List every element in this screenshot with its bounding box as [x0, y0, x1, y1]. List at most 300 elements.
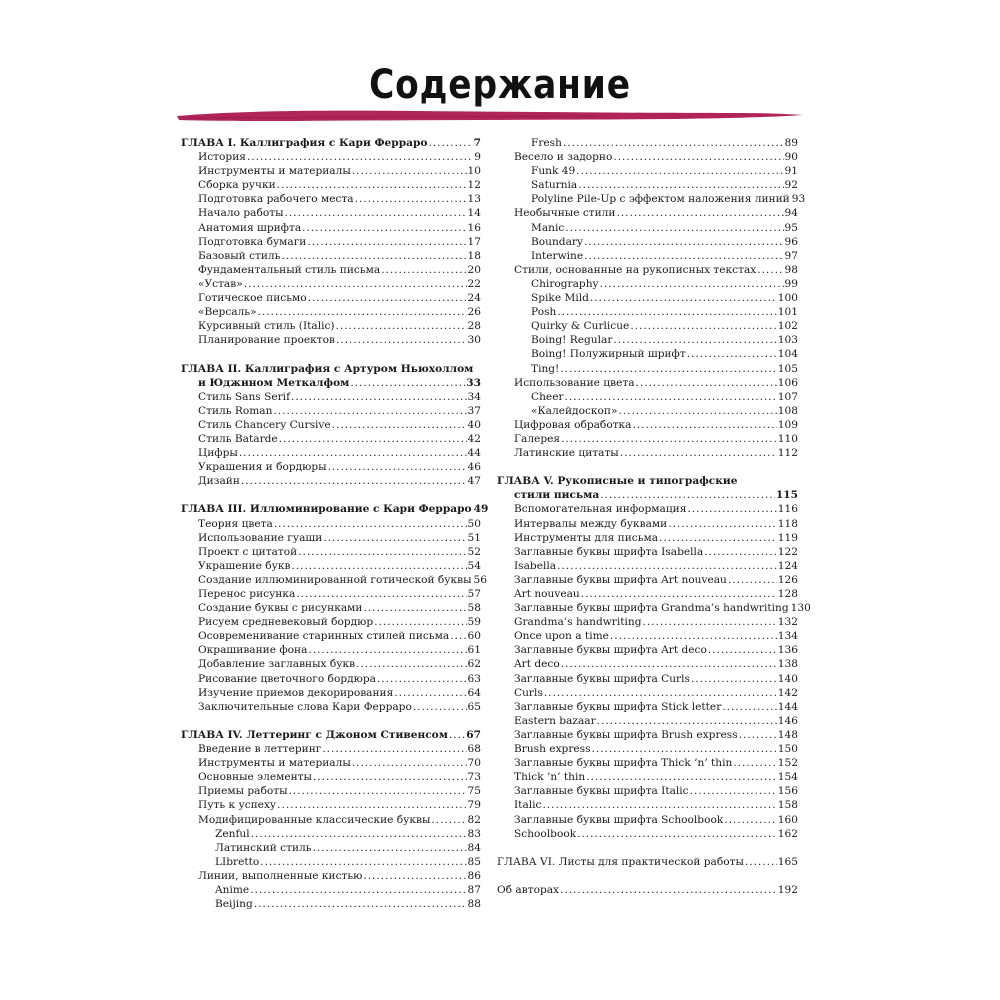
toc-entry	[181, 404, 481, 418]
toc-dot-leader	[563, 136, 784, 150]
toc-entry-label: Весело и задорно	[514, 151, 613, 164]
toc-entry	[181, 770, 481, 784]
toc-entry-label: Стили, основанные на рукописных текстах	[514, 263, 757, 276]
toc-page-number: 160	[777, 813, 798, 826]
toc-entry-label: Заглавные буквы шрифта Stick letter	[514, 700, 722, 713]
toc-entry-label: Цифры	[198, 447, 238, 460]
toc-entry-label: Anime	[215, 883, 250, 896]
toc-entry	[181, 686, 481, 700]
toc-dot-leader	[636, 376, 777, 390]
toc-entry-label: Заглавные буквы шрифта Art nouveau	[514, 573, 727, 586]
toc-dot-leader	[577, 827, 777, 841]
toc-dot-leader	[313, 770, 467, 784]
toc-entry	[181, 263, 481, 277]
toc-dot-leader	[557, 305, 776, 319]
toc-entry-label: Интервалы между буквами	[514, 517, 668, 530]
toc-page-number: 49	[473, 503, 489, 516]
toc-page-number: 118	[777, 517, 798, 530]
toc-page-number: 110	[777, 432, 798, 445]
toc-entry	[181, 587, 481, 601]
page-title: Содержание	[369, 62, 631, 108]
toc-page-number: 82	[467, 813, 481, 826]
toc-entry-label: Стиль Roman	[198, 404, 273, 417]
toc-page-number: 98	[784, 263, 798, 276]
toc-entry	[497, 333, 798, 347]
toc-entry	[497, 531, 798, 545]
toc-entry	[181, 376, 481, 390]
toc-page-number: 101	[777, 306, 798, 319]
toc-page-number: 142	[777, 686, 798, 699]
toc-entry	[497, 714, 798, 728]
toc-entry	[497, 432, 798, 446]
toc-entry	[181, 164, 481, 178]
toc-page-number: 102	[777, 320, 798, 333]
toc-dot-leader	[576, 164, 783, 178]
toc-page-number: 57	[467, 588, 481, 600]
toc-dot-leader	[308, 291, 467, 305]
toc-entry	[497, 192, 806, 206]
toc-entry	[181, 150, 481, 164]
toc-entry	[181, 531, 481, 545]
toc-entry-label: Grandma’s handwriting	[514, 616, 642, 629]
toc-entry-label: Polyline Pile-Up с эффектом наложения линий	[531, 193, 790, 206]
toc-entry	[497, 164, 798, 178]
toc-dot-leader	[291, 390, 467, 404]
toc-entry-label: Заключительные слова Кари Ферраро	[198, 700, 412, 713]
toc-dot-leader	[610, 629, 777, 643]
toc-entry-label: Zenful	[215, 827, 250, 840]
toc-dot-leader	[355, 192, 467, 206]
toc-entry	[181, 517, 481, 531]
toc-dot-leader	[449, 728, 465, 742]
toc-entry-label: Латинские цитаты	[514, 447, 619, 460]
toc-dot-leader	[561, 432, 777, 446]
toc-entry	[497, 291, 798, 305]
toc-entry	[497, 629, 798, 643]
toc-entry-label: Планирование проектов	[198, 334, 335, 347]
toc-dot-leader	[381, 263, 466, 277]
toc-dot-leader	[323, 531, 466, 545]
toc-page-number: 37	[467, 404, 481, 417]
toc-page-number: 126	[777, 573, 798, 586]
toc-page-number: 93	[791, 193, 806, 206]
toc-entry	[181, 897, 481, 911]
toc-page-number: 40	[467, 418, 481, 431]
toc-entry	[497, 150, 798, 164]
toc-page-number: 68	[467, 743, 481, 756]
toc-entry-label: Saturnia	[531, 179, 578, 192]
toc-dot-leader	[377, 672, 467, 686]
toc-spacer	[181, 347, 481, 361]
toc-dot-leader	[244, 277, 467, 291]
toc-entry	[497, 643, 798, 657]
toc-entry	[497, 390, 798, 404]
toc-chapter-entry	[181, 362, 481, 376]
toc-entry-label: Цифровая обработка	[514, 418, 632, 431]
toc-entry-label: Модифицированные классические буквы	[198, 813, 431, 826]
toc-chapter-entry	[181, 502, 489, 516]
toc-page-number: 99	[784, 277, 798, 290]
toc-entry-label: Заглавные буквы шрифта Art deco	[514, 644, 707, 657]
toc-dot-leader	[704, 545, 777, 559]
toc-entry	[181, 432, 481, 446]
toc-dot-leader	[659, 531, 777, 545]
toc-entry-label: Рисование цветочного бордюра	[198, 672, 376, 685]
toc-page-number: 140	[777, 672, 798, 685]
toc-dot-leader	[592, 742, 777, 756]
toc-dot-leader	[308, 643, 466, 657]
toc-page-number: 62	[467, 658, 481, 671]
toc-page-number: 42	[467, 432, 481, 445]
toc-page-number: 90	[784, 151, 798, 164]
toc-entry	[497, 700, 798, 714]
toc-entry-label: Добавление заглавных букв	[198, 658, 356, 671]
toc-entry-label: Основные элементы	[198, 771, 312, 784]
toc-page-number: 50	[467, 517, 481, 530]
toc-entry	[181, 235, 481, 249]
toc-entry	[497, 178, 798, 192]
toc-dot-leader	[298, 545, 466, 559]
toc-dot-leader	[277, 178, 467, 192]
toc-dot-leader	[336, 333, 467, 347]
toc-entry-label: Готическое письмо	[198, 292, 307, 305]
toc-entry-label: Приемы работы	[198, 785, 288, 798]
toc-page-number: 97	[784, 249, 798, 262]
toc-entry-label: LIbretto	[215, 855, 260, 868]
toc-entry-label: Инструменты и материалы	[198, 165, 351, 178]
toc-page-number: 86	[467, 869, 481, 882]
toc-entry-label: стили письма	[514, 489, 600, 502]
toc-entry	[181, 390, 481, 404]
toc-page-number: 59	[467, 616, 481, 629]
toc-entry-label: Заглавные буквы шрифта Curls	[514, 672, 690, 685]
toc-entry-label: Boing! Полужирный шрифт	[531, 348, 686, 361]
toc-entry	[497, 502, 798, 516]
toc-entry-label: Стиль Chancery Cursive	[198, 418, 331, 431]
toc-page-number: 52	[467, 545, 481, 558]
toc-dot-leader	[600, 277, 784, 291]
toc-entry	[181, 827, 481, 841]
toc-page-number: 75	[467, 785, 481, 798]
toc-entry-label: Путь к успеху	[198, 799, 277, 812]
toc-entry-label: Использование гуаши	[198, 531, 323, 544]
toc-entry-label: Вспомогательная информация	[514, 503, 687, 516]
toc-entry	[497, 263, 798, 277]
toc-entry	[181, 474, 481, 488]
toc-page-number: 150	[777, 743, 798, 756]
toc-dot-leader	[332, 418, 467, 432]
toc-page-number: 134	[777, 630, 798, 643]
toc-dot-leader	[613, 333, 776, 347]
toc-page-number: 132	[777, 616, 798, 629]
toc-dot-leader	[643, 615, 777, 629]
toc-dot-leader	[428, 136, 472, 150]
toc-entry	[497, 206, 798, 220]
toc-entry-label: ГЛАВА I. Каллиграфия с Кари Ферраро	[181, 137, 428, 149]
toc-entry	[497, 559, 798, 573]
toc-entry	[497, 784, 798, 798]
toc-dot-leader	[739, 728, 777, 742]
toc-page-number: 128	[777, 588, 798, 600]
toc-page-number: 34	[467, 390, 481, 403]
toc-entry	[497, 277, 798, 291]
toc-entry	[181, 333, 481, 347]
toc-page-number: 92	[784, 179, 798, 192]
toc-dot-leader	[350, 376, 465, 390]
toc-entry	[497, 573, 798, 587]
toc-entry-label: Инструменты для письма	[514, 531, 659, 544]
toc-page-number: 100	[777, 292, 798, 305]
toc-dot-leader	[336, 319, 467, 333]
toc-entry-label: «Калейдоскоп»	[531, 404, 618, 417]
toc-page-number: 96	[784, 235, 798, 248]
toc-entry-label: Создание иллюминированной готической буквы	[198, 573, 472, 586]
toc-entry-label: Необычные стили	[514, 207, 616, 220]
toc-entry	[181, 869, 481, 883]
toc-entry	[497, 686, 798, 700]
toc-dot-leader	[616, 206, 783, 220]
toc-dot-leader	[745, 855, 777, 869]
toc-entry-label: Стиль Sans Serif	[198, 390, 290, 403]
toc-dot-leader	[581, 587, 777, 601]
toc-dot-leader	[247, 150, 473, 164]
toc-entry-label: Стиль Batarde	[198, 432, 278, 445]
toc-entry	[497, 517, 798, 531]
toc-entry	[181, 206, 481, 220]
toc-entry-label: Создание буквы с рисунками	[198, 602, 363, 615]
toc-page-number: 56	[473, 573, 487, 586]
toc-entry-label: Заглавные буквы шрифта Thick ’n’ thin	[514, 757, 733, 770]
toc-entry-label: ГЛАВА IV. Леттеринг с Джоном Стивенсом	[181, 728, 448, 741]
toc-entry-label: ГЛАВА II. Каллиграфия с Артуром Ньюхоллом	[181, 362, 474, 375]
toc-dot-leader	[630, 319, 776, 333]
toc-entry	[497, 587, 798, 601]
toc-dot-leader	[618, 404, 776, 418]
toc-page-number: 89	[784, 137, 798, 149]
toc-entry-label: Заглавные буквы шрифта Grandma’s handwriting	[514, 602, 789, 615]
toc-entry	[181, 798, 481, 812]
toc-entry	[497, 404, 798, 418]
toc-entry-label: Boundary	[531, 235, 583, 248]
toc-entry	[181, 178, 481, 192]
toc-entry	[497, 798, 798, 812]
toc-entry	[181, 559, 481, 573]
toc-entry-label: Линии, выполненные кистью	[198, 869, 363, 882]
toc-dot-leader	[542, 798, 776, 812]
toc-page-number: 79	[467, 799, 481, 812]
toc-entry	[181, 855, 481, 869]
toc-entry-label: Заглавные буквы шрифта Schoolbook	[514, 813, 724, 826]
toc-page-number: 95	[784, 221, 798, 234]
toc-dot-leader	[352, 164, 467, 178]
toc-entry	[497, 615, 798, 629]
toc-entry-label: Curls	[514, 686, 543, 699]
toc-page-number: 13	[467, 193, 481, 206]
toc-entry	[181, 756, 481, 770]
toc-entry-label: Thick ’n’ thin	[514, 771, 586, 784]
toc-page-number: 88	[467, 898, 481, 911]
toc-entry	[497, 488, 798, 502]
toc-dot-leader	[757, 263, 783, 277]
toc-entry-label: Заглавные буквы шрифта Italic	[514, 785, 689, 798]
toc-page-number: 152	[777, 757, 798, 770]
toc-dot-leader	[394, 686, 466, 700]
toc-entry	[497, 418, 798, 432]
toc-entry	[181, 700, 481, 714]
toc-entry-label: Галерея	[514, 432, 561, 445]
toc-spacer	[497, 841, 798, 855]
toc-entry-label: Chirography	[531, 277, 599, 290]
toc-left-column	[181, 136, 489, 911]
toc-entry	[181, 221, 481, 235]
toc-entry-label: Рисуем средневековый бордюр	[198, 616, 374, 629]
toc-entry	[181, 813, 481, 827]
toc-entry	[181, 291, 481, 305]
toc-page-number: 156	[777, 785, 798, 798]
toc-entry-label: Проект с цитатой	[198, 545, 298, 558]
toc-spacer	[497, 460, 798, 474]
toc-entry-label: Введение в леттеринг	[198, 743, 322, 756]
toc-dot-leader	[258, 305, 467, 319]
toc-dot-leader	[708, 643, 777, 657]
toc-page-number: 158	[777, 799, 798, 812]
toc-entry	[181, 305, 481, 319]
toc-entry	[497, 601, 811, 615]
toc-entry-label: Once upon a time	[514, 630, 609, 643]
toc-dot-leader	[561, 657, 777, 671]
toc-page-number: 9	[474, 151, 481, 164]
toc-entry	[181, 841, 481, 855]
toc-page-number: 7	[473, 137, 481, 149]
toc-entry	[497, 756, 798, 770]
toc-entry-label: Анатомия шрифта	[198, 221, 302, 234]
toc-dot-leader	[260, 855, 466, 869]
toc-dot-leader	[254, 897, 467, 911]
toc-dot-leader	[250, 883, 466, 897]
toc-page-number: 22	[467, 277, 481, 290]
toc-page-number: 146	[777, 714, 798, 727]
toc-page-number: 119	[777, 531, 798, 544]
toc-entry	[181, 249, 481, 263]
toc-page-number: 16	[467, 221, 481, 234]
toc-page-number: 105	[777, 362, 798, 375]
toc-entry-label: Теория цвета	[198, 517, 273, 530]
toc-dot-leader	[620, 446, 777, 460]
toc-entry	[497, 545, 798, 559]
toc-page-number: 54	[467, 559, 481, 572]
toc-page-number: 12	[467, 179, 481, 192]
toc-dot-leader	[279, 432, 467, 446]
toc-entry-label: Заглавные буквы шрифта Isabella	[514, 545, 704, 558]
toc-page-number: 63	[467, 672, 481, 685]
toc-page-number: 94	[784, 207, 798, 220]
toc-chapter-entry	[497, 474, 798, 488]
toc-dot-leader	[590, 291, 777, 305]
toc-dot-leader	[597, 714, 777, 728]
toc-page-number: 84	[467, 841, 481, 854]
toc-page-number: 70	[467, 757, 481, 770]
toc-entry-label: «Версаль»	[198, 306, 257, 319]
toc-entry-label: Manic	[531, 221, 565, 234]
toc-dot-leader	[600, 488, 775, 502]
toc-page-number: 112	[777, 447, 798, 460]
toc-dot-leader	[413, 700, 467, 714]
toc-dot-leader	[560, 362, 776, 376]
toc-entry-label: История	[198, 151, 246, 164]
toc-entry-label: Cheer	[531, 390, 564, 403]
toc-page-number: 28	[467, 320, 481, 333]
toc-page-number: 108	[777, 404, 798, 417]
toc-entry-label: Posh	[531, 306, 557, 319]
toc-dot-leader	[374, 615, 466, 629]
toc-chapter-entry	[181, 728, 481, 742]
toc-dot-leader	[313, 841, 467, 855]
toc-entry-label: Brush express	[514, 743, 591, 756]
toc-entry	[497, 770, 798, 784]
toc-entry-label: Курсивный стиль (Italic)	[198, 320, 335, 333]
toc-entry	[181, 545, 481, 559]
toc-dot-leader	[565, 390, 777, 404]
toc-entry-label: Quirky & Curlicue	[531, 320, 630, 333]
toc-page-number: 61	[467, 644, 481, 657]
toc-entry-label: Базовый стиль	[198, 249, 281, 262]
toc-page-number: 17	[467, 235, 481, 248]
title-brush-stroke	[175, 104, 805, 126]
toc-entry-label: Осовременивание старинных стилей письма	[198, 630, 450, 643]
toc-entry-label: Boing! Regular	[531, 334, 613, 347]
toc-entry-label: Art nouveau	[514, 588, 580, 600]
toc-dot-leader	[687, 502, 776, 516]
toc-entry-label: Italic	[514, 799, 542, 812]
toc-entry-label: Окрашивание фона	[198, 644, 308, 657]
toc-entry	[497, 742, 798, 756]
toc-entry-label: Украшение букв	[198, 559, 291, 572]
toc-entry	[181, 657, 481, 671]
toc-entry	[497, 221, 798, 235]
toc-entry-label: Латинский стиль	[215, 841, 312, 854]
toc-dot-leader	[668, 517, 777, 531]
toc-entry-label: и Юджином Меткалфом	[198, 376, 350, 389]
toc-entry	[181, 446, 481, 460]
toc-page-number: 192	[777, 883, 798, 896]
toc-page-number: 47	[467, 475, 481, 488]
toc-dot-leader	[586, 770, 777, 784]
toc-page-number: 24	[467, 292, 481, 305]
toc-entry-label: «Устав»	[198, 277, 243, 290]
toc-page-number: 103	[777, 334, 798, 347]
toc-page-number: 165	[777, 855, 798, 868]
toc-entry	[181, 573, 487, 587]
toc-page-number: 44	[467, 447, 481, 460]
toc-page-number: 60	[467, 630, 481, 643]
toc-dot-leader	[633, 418, 777, 432]
toc-entry-label: Eastern bazaar	[514, 714, 596, 727]
toc-dot-leader	[296, 587, 466, 601]
toc-page-number: 85	[467, 855, 481, 868]
toc-dot-leader	[363, 601, 466, 615]
toc-dot-leader	[578, 178, 783, 192]
toc-entry	[181, 883, 481, 897]
toc-page-number: 136	[777, 644, 798, 657]
toc-entry	[497, 319, 798, 333]
toc-dot-leader	[691, 672, 777, 686]
toc-page-number: 115	[775, 489, 798, 502]
toc-page-number: 73	[467, 771, 481, 784]
toc-right-column	[497, 136, 811, 897]
toc-page-number: 14	[467, 207, 481, 220]
toc-entry-label: Заглавные буквы шрифта Brush express	[514, 728, 738, 741]
toc-entry	[497, 347, 798, 361]
